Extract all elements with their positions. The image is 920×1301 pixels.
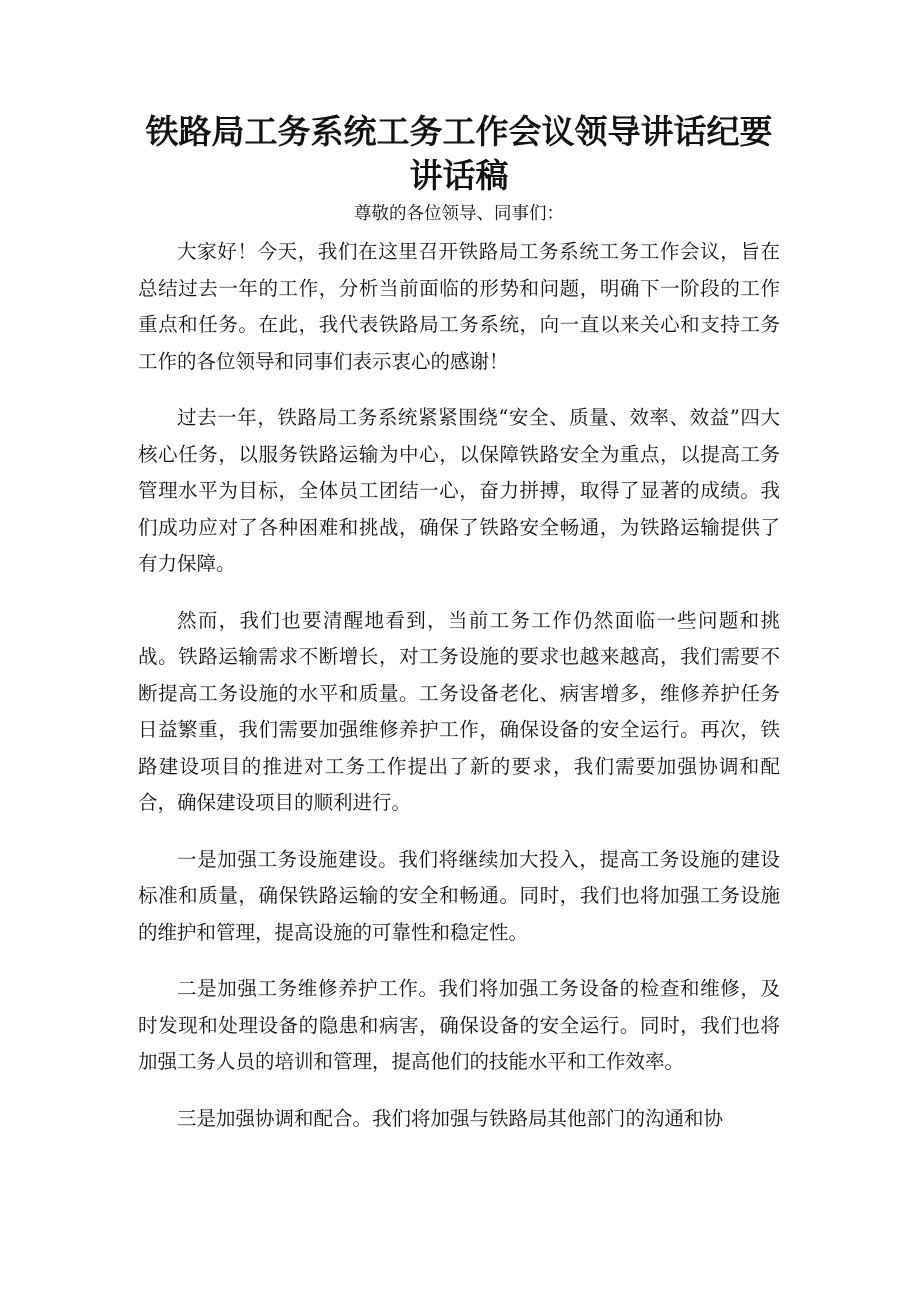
paragraph-achievements: 过去一年，铁路局工务系统紧紧围绕“安全、质量、效率、效益”四大核心任务，以服务铁路运输为中心，以保障铁路安全为重点，以提高工务管理水平为目标，全体员工团结一心，奋力拼搏，取得了显著的成绩。我们成功应对了各种困难和挑战，确保了铁路安全畅通，为铁路运输提供了有力保障。 (138, 406, 780, 575)
paragraph-task-three: 三是加强协调和配合。我们将加强与铁路局其他部门的沟通和协 (177, 1106, 724, 1130)
paragraph-task-two: 二是加强工务维修养护工作。我们将加强工务设备的检查和维修，及时发现和处理设备的隐患和病害，确保设备的安全运行。同时，我们也将加强工务人员的培训和管理，提高他们的技能水平和工作效率。 (138, 977, 780, 1073)
document-page (138, 110, 780, 1157)
document-title: 铁路局工务系统工务工作会议领导讲话纪要讲话稿 (145, 112, 773, 195)
salutation: 尊敬的各位领导、同事们： (354, 204, 564, 224)
paragraph-opening: 大家好！今天，我们在这里召开铁路局工务系统工务工作会议，旨在总结过去一年的工作，分析当前面临的形势和问题，明确下一阶段的工作重点和任务。在此，我代表铁路局工务系统，向一直以来关心和支持工务工作的各位领导和同事们表示衷心的感谢！ (138, 240, 780, 373)
paragraph-challenges: 然而，我们也要清醒地看到，当前工务工作仍然面临一些问题和挑战。铁路运输需求不断增长，对工务设施的要求也越来越高，我们需要不断提高工务设施的水平和质量。工务设备老化、病害增多，维修养护任务日益繁重，我们需要加强维修养护工作，确保设备的安全运行。再次，铁路建设项目的推进对工务工作提出了新的要求，我们需要加强协调和配合，确保建设项目的顺利进行。 (138, 608, 780, 814)
paragraph-task-one: 一是加强工务设施建设。我们将继续加大投入，提高工务设施的建设标准和质量，确保铁路运输的安全和畅通。同时，我们也将加强工务设施的维护和管理，提高设施的可靠性和稳定性。 (138, 847, 780, 944)
